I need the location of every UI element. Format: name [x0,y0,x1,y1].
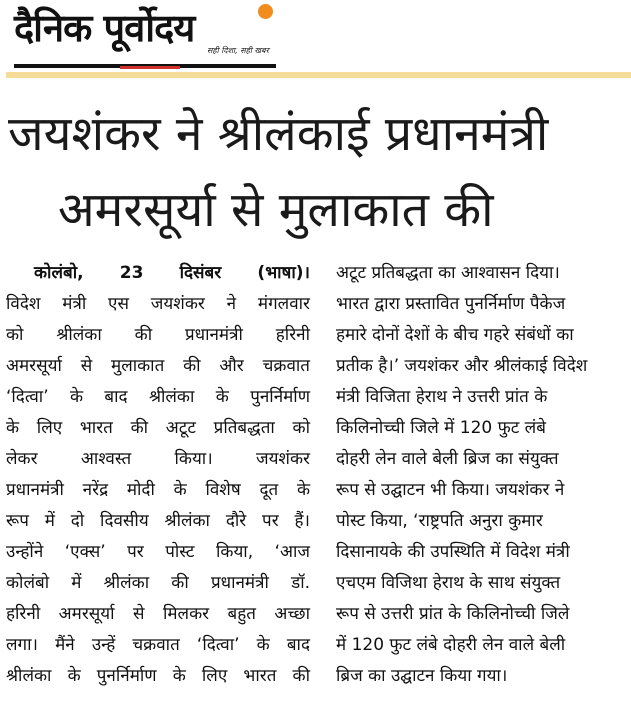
body-line: ब्रिज का उद्घाटन किया गया। [336,666,508,686]
newspaper-logo: दैनिक पूर्वोदय [14,6,195,50]
headline-line-1: जयशंकर ने श्रीलंकाई प्रधानमंत्री [8,106,549,162]
newspaper-tagline: सही दिशा, सही खबर [207,46,269,55]
body-line: विदेश मंत्री एस जयशंकर ने मंगलवार [6,294,310,314]
article-column-2 [336,258,631,692]
body-line: हमारे दोनों देशों के बीच गहरे संबंधों का [336,325,574,345]
body-line: लेकर आश्वस्त किया। जयशंकर [6,449,310,469]
masthead-red-accent [120,66,180,69]
body-line: लगा। मैंने उन्हें चक्रवात ‘दित्वा’ के बाद [6,635,310,655]
body-line: प्रतीक है।’ जयशंकर और श्रीलंकाई विदेश [336,356,588,376]
body-line: ‘दित्वा’ के बाद श्रीलंका के पुनर्निर्माण [6,387,310,407]
body-line: उन्होंने ‘एक्स’ पर पोस्ट किया, ‘आज [6,542,310,562]
body-line: एचएम विजिथा हेराथ के साथ संयुक्त [336,573,561,593]
body-line: कोलंबो में श्रीलंका की प्रधानमंत्री डॉ. [6,573,310,593]
headline-line-2: अमरसूर्या से मुलाकात की [58,182,494,238]
body-line: पोस्ट किया, ‘राष्ट्रपति अनुरा कुमार [336,511,543,531]
body-line: रूप से उत्तरी प्रांत के किलिनोच्ची जिले [336,604,570,624]
logo-dot-icon [258,4,273,19]
masthead [0,0,631,80]
body-line: श्रीलंका के पुनर्निर्माण के लिए भारत की [6,666,310,686]
body-line: अमरसूर्या से मुलाकात की और चक्रवात [6,356,310,376]
body-line: भारत द्वारा प्रस्तावित पुनर्निर्माण पैकेज [336,294,566,314]
body-line: मंत्री विजिता हेराथ ने उत्तरी प्रांत के [336,387,548,407]
body-line: दोहरी लेन वाले बेली ब्रिज का संयुक्त [336,449,559,469]
body-line: प्रधानमंत्री नरेंद्र मोदी के विशेष दूत के [6,480,310,500]
body-line: में 120 फुट लंबे दोहरी लेन वाले बेली [336,635,566,655]
header-divider [6,72,631,78]
body-line: अटूट प्रतिबद्धता का आश्वासन दिया। [336,263,560,283]
body-line: किलिनोच्ची जिले में 120 फुट लंबे [336,418,546,438]
body-line: रूप में दो दिवसीय श्रीलंका दौरे पर हैं। [6,511,310,531]
article-column-1 [6,258,310,692]
body-line: हरिनी अमरसूर्या से मिलकर बहुत अच्छा [6,604,310,624]
body-line: को श्रीलंका की प्रधानमंत्री हरिनी [6,325,310,345]
article-dateline: कोलंबो, 23 दिसंबर (भाषा)। [34,263,310,283]
body-line: के लिए भारत की अटूट प्रतिबद्धता को [6,418,310,438]
body-line: रूप से उद्घाटन भी किया। जयशंकर ने [336,480,565,500]
article-headline [0,96,631,248]
body-line: दिसानायके की उपस्थिति में विदेश मंत्री [336,542,570,562]
